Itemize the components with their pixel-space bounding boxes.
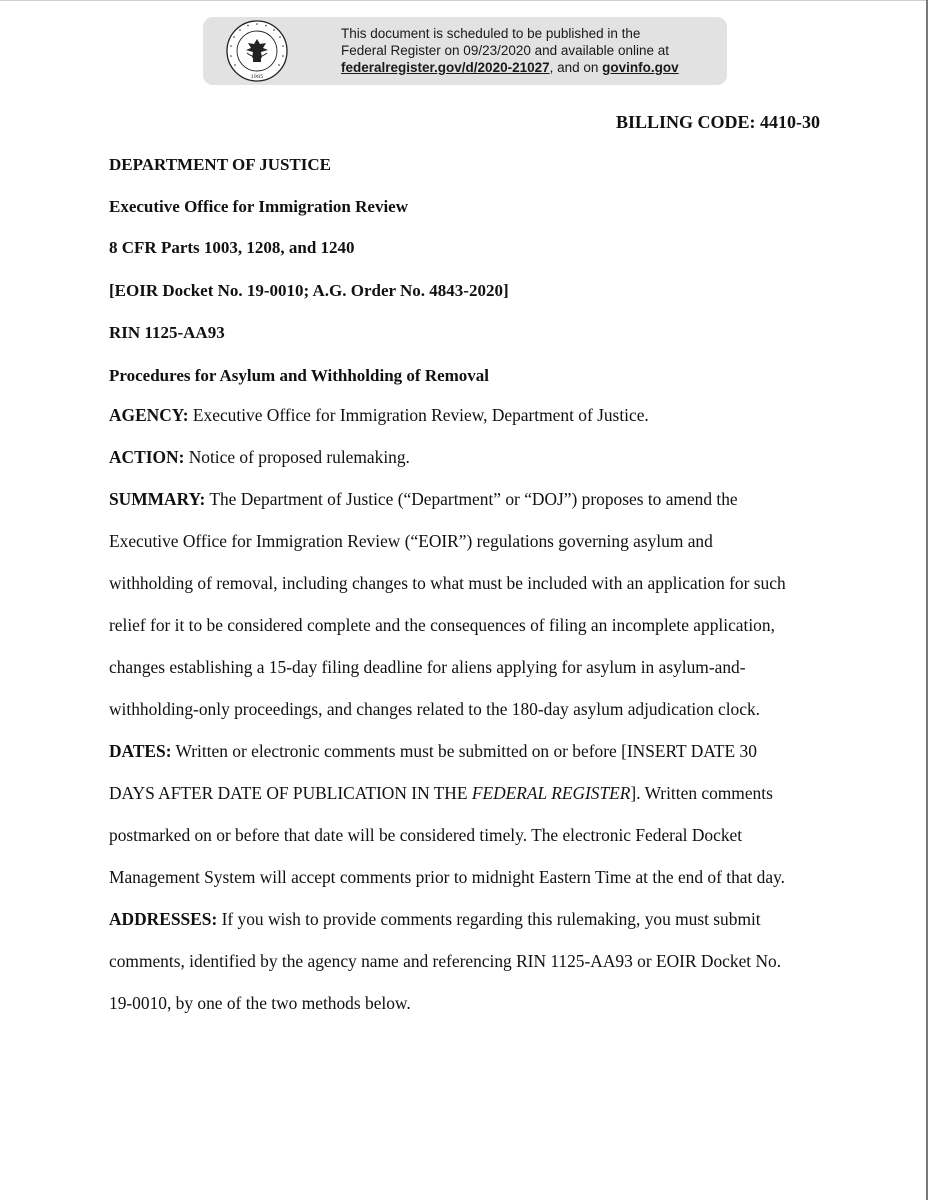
dates-line: ]. Written comments xyxy=(630,783,773,803)
summary-line: relief for it to be considered complete and the consequences of filing an incomplete application, xyxy=(109,615,775,635)
agency-paragraph xyxy=(109,394,829,436)
dates-line: Written or electronic comments must be submitted on or before [INSERT DATE 30 xyxy=(171,741,757,761)
action-label: ACTION: xyxy=(109,447,185,467)
dates-line: Management System will accept comments prior to midnight Eastern Time at the end of that day. xyxy=(109,867,786,887)
office-heading: Executive Office for Immigration Review xyxy=(109,197,408,216)
summary-line: withholding of removal, including changes to what must be included with an application for such xyxy=(109,573,786,593)
dates-line: DAYS AFTER DATE OF PUBLICATION IN THE xyxy=(109,783,472,803)
summary-paragraph xyxy=(109,478,829,730)
addresses-line: If you wish to provide comments regarding this rulemaking, you must submit xyxy=(217,909,761,929)
publication-banner xyxy=(203,17,727,85)
banner-line-3-mid: , and on xyxy=(549,60,603,75)
nara-seal-icon xyxy=(225,19,289,83)
summary-line: The Department of Justice (“Department” or “DOJ”) proposes to amend the xyxy=(205,489,738,509)
seal-year: 1985 xyxy=(250,74,264,80)
action-text: Notice of proposed rulemaking. xyxy=(184,447,410,467)
docket-heading: [EOIR Docket No. 19-0010; A.G. Order No. 4843-2020] xyxy=(109,281,509,300)
federal-register-italic: FEDERAL REGISTER xyxy=(471,783,631,803)
govinfo-link[interactable]: govinfo.gov xyxy=(602,60,679,75)
department-heading: DEPARTMENT OF JUSTICE xyxy=(109,155,332,174)
dates-paragraph xyxy=(109,730,829,898)
banner-line-1: This document is scheduled to be published in the xyxy=(341,26,641,41)
rin-heading: RIN 1125-AA93 xyxy=(109,323,225,342)
page-top-edge xyxy=(0,0,928,1)
addresses-label: ADDRESSES: xyxy=(109,909,218,929)
agency-label: AGENCY: xyxy=(109,405,189,425)
dates-line: postmarked on or before that date will be considered timely. The electronic Federal Docket xyxy=(109,825,743,845)
banner-text xyxy=(341,25,721,76)
dates-label: DATES: xyxy=(109,741,172,761)
summary-label: SUMMARY: xyxy=(109,489,206,509)
addresses-paragraph xyxy=(109,898,829,1024)
summary-line: changes establishing a 15-day filing deadline for aliens applying for asylum in asylum-and- xyxy=(109,657,746,677)
cfr-heading: 8 CFR Parts 1003, 1208, and 1240 xyxy=(109,238,355,257)
action-paragraph xyxy=(109,436,829,478)
federalregister-link[interactable]: federalregister.gov/d/2020-21027 xyxy=(341,60,550,75)
addresses-line: comments, identified by the agency name and referencing RIN 1125-AA93 or EOIR Docket No. xyxy=(109,951,782,971)
summary-line: Executive Office for Immigration Review (“EOIR”) regulations governing asylum and xyxy=(109,531,713,551)
addresses-line: 19-0010, by one of the two methods below. xyxy=(109,993,411,1013)
summary-line: withholding-only proceedings, and changes related to the 180-day asylum adjudication clock. xyxy=(109,699,761,719)
banner-line-2: Federal Register on 09/23/2020 and available online at xyxy=(341,43,669,58)
billing-code: BILLING CODE: 4410-30 xyxy=(615,112,820,132)
document-title: Procedures for Asylum and Withholding of Removal xyxy=(109,366,490,385)
agency-text: Executive Office for Immigration Review, Department of Justice. xyxy=(188,405,649,425)
